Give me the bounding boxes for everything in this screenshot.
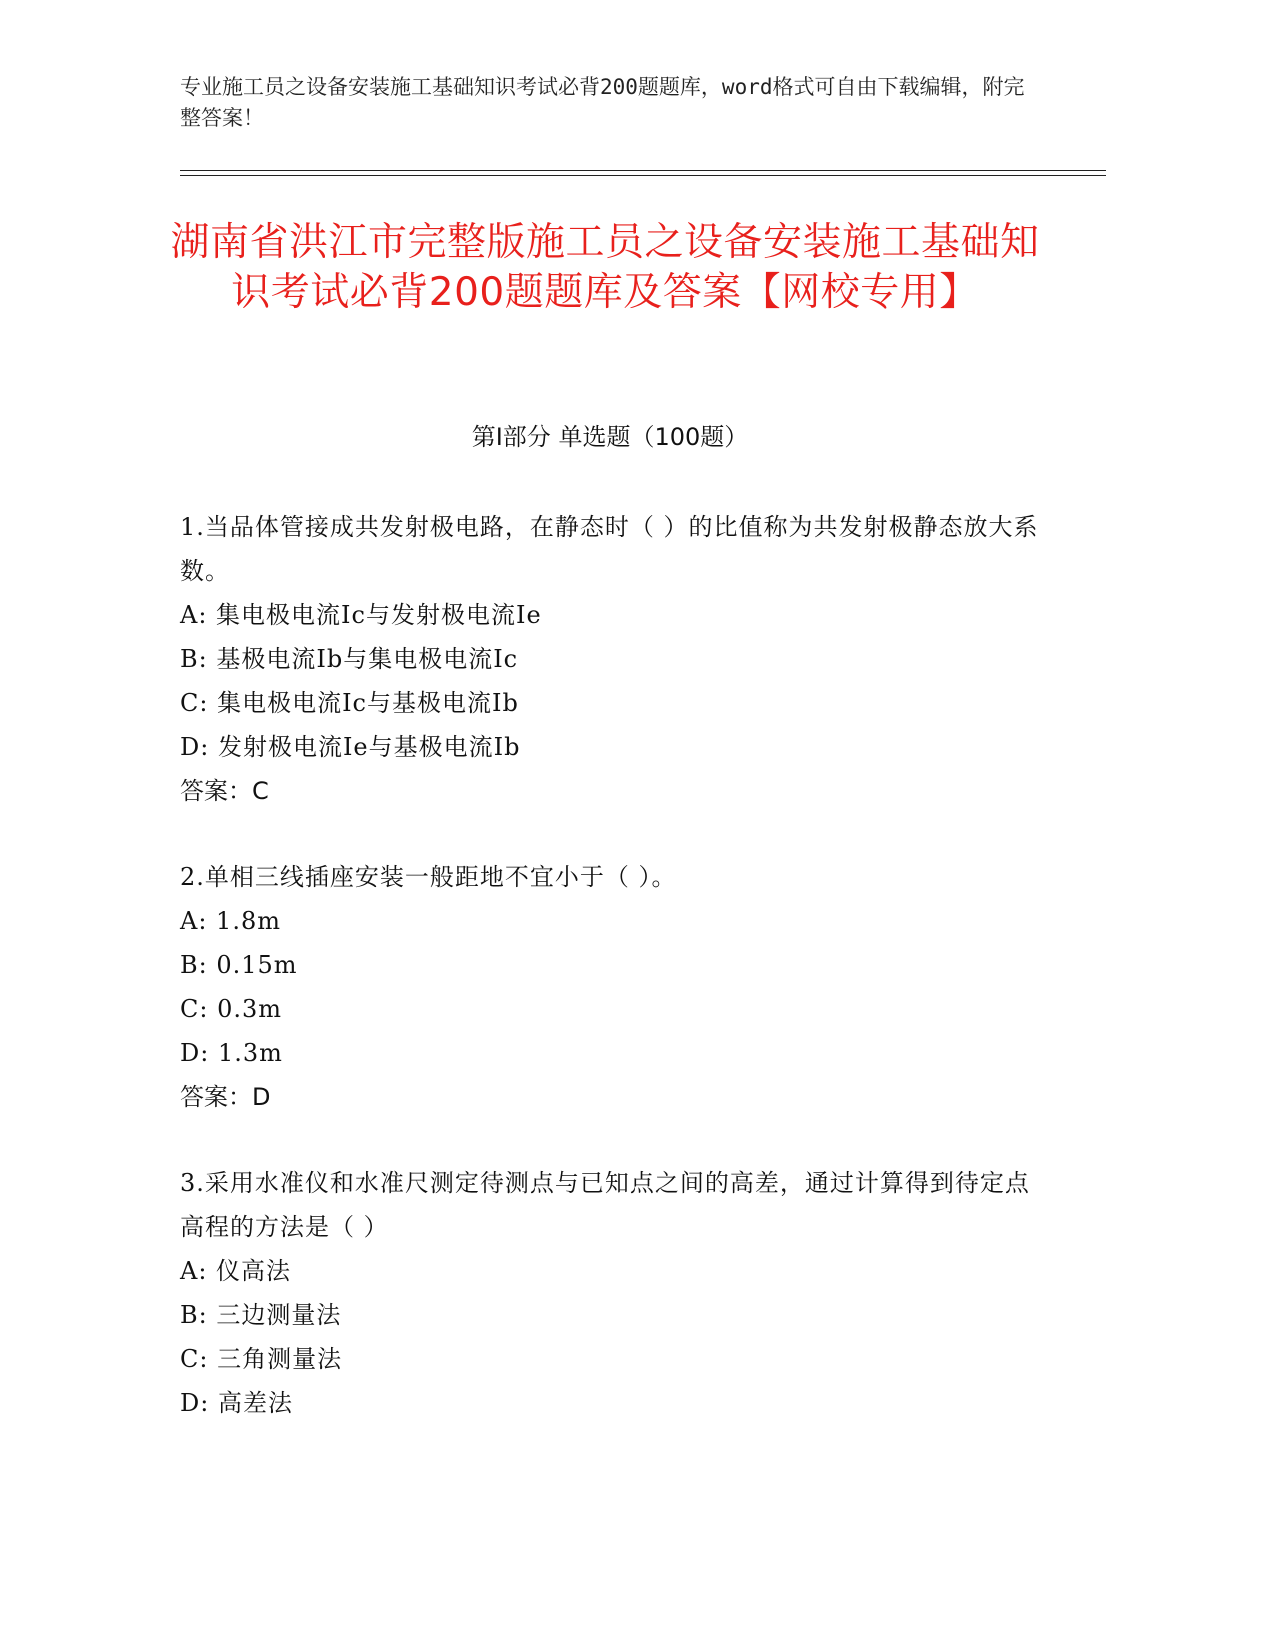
section-title: 第I部分 单选题（100题） (471, 423, 749, 451)
answer-text: 答案：D (180, 1083, 271, 1111)
option-b: B: 三边测量法 (180, 1301, 342, 1329)
option-c: C: 三角测量法 (180, 1345, 343, 1373)
header-note: 专业施工员之设备安装施工基础知识考试必背200题题库，word格式可自由下载编辑，附完整答案！ (180, 75, 1025, 130)
option-c: C: 0.3m (180, 995, 283, 1023)
question-stem: 1.当品体管接成共发射极电路，在静态时（ ）的比值称为共发射极静态放大系数。 (180, 513, 1039, 585)
option-d: D: 发射极电流Ie与基极电流Ib (180, 733, 521, 761)
option-d: D: 高差法 (180, 1389, 293, 1417)
question-stem: 2.单相三线插座安装一般距地不宜小于（ ）。 (180, 863, 677, 891)
header-divider-top (180, 170, 1106, 171)
header-divider-bottom (180, 175, 1106, 176)
question-1 (180, 505, 1050, 813)
option-a: A: 1.8m (180, 907, 281, 935)
option-c: C: 集电极电流Ic与基极电流Ib (180, 689, 519, 717)
option-d: D: 1.3m (180, 1039, 283, 1067)
option-b: B: 基极电流Ib与集电极电流Ic (180, 645, 519, 673)
question-stem: 3.采用水准仪和水准尺测定待测点与已知点之间的高差，通过计算得到待定点高程的方法是（ ） (180, 1169, 1030, 1241)
option-a: A: 集电极电流Ic与发射极电流Ie (180, 601, 542, 629)
question-list (180, 505, 1050, 1467)
document-title: 湖南省洪江市完整版施工员之设备安装施工基础知识考试必背200题题库及答案【网校专用】 (170, 220, 1040, 315)
question-3 (180, 1161, 1050, 1425)
option-a: A: 仪高法 (180, 1257, 292, 1285)
answer-text: 答案：C (180, 777, 269, 805)
question-2 (180, 855, 1050, 1119)
option-b: B: 0.15m (180, 951, 298, 979)
